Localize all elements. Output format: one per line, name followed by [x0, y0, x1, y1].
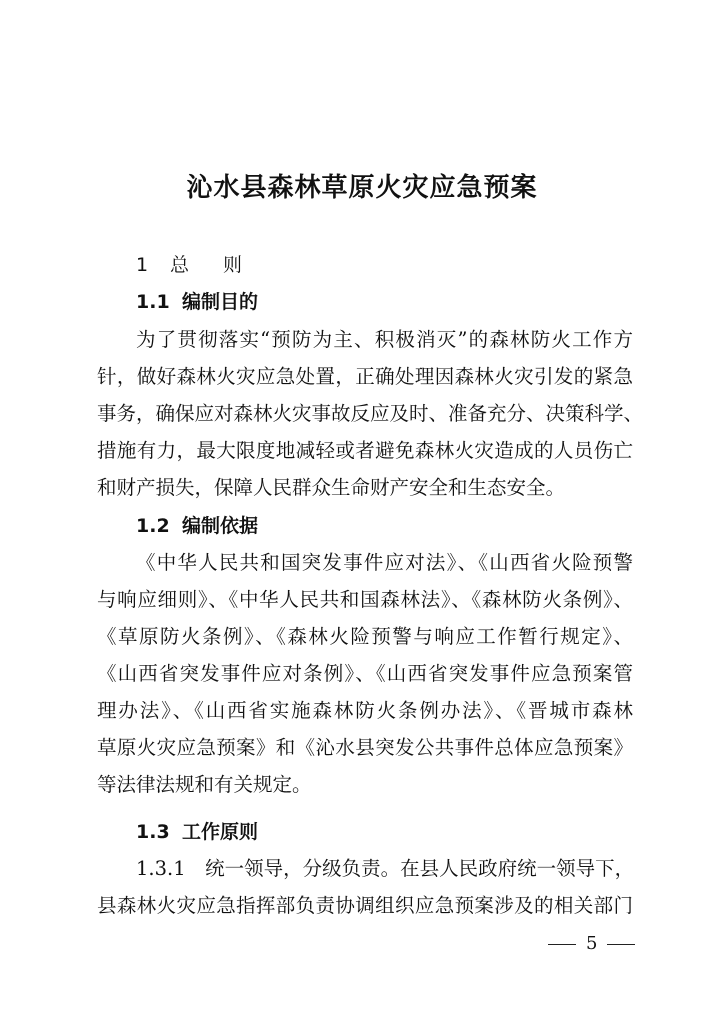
- paragraph-line: 事务，确保应对森林火灾事故反应及时、准备充分、决策科学、: [97, 402, 644, 425]
- section-title: 工作原则: [182, 821, 259, 843]
- section-1-2-heading: [136, 512, 258, 540]
- footer-dash-right: [607, 944, 635, 945]
- page-footer: [548, 930, 635, 958]
- paragraph-line: 《中华人民共和国突发事件应对法》、《山西省火险预警: [136, 551, 633, 574]
- section-number: 1.1: [136, 291, 170, 313]
- paragraph-line: 等法律法规和有关规定。: [97, 773, 312, 796]
- section-1-3-heading: [136, 818, 258, 846]
- section-number: 1.2: [136, 515, 170, 537]
- paragraph-line: 县森林火灾应急指挥部负责协调组织应急预案涉及的相关部门: [97, 894, 633, 917]
- paragraph-line: 为了贯彻落实“预防为主、积极消灭”的森林防火工作方: [136, 328, 633, 351]
- section-title: 编制目的: [182, 291, 259, 313]
- paragraph-line: 1.3.1 统一领导，分级负责。在县人民政府统一领导下，: [136, 857, 635, 880]
- paragraph-line: 草原火灾应急预案》和《沁水县突发公共事件总体应急预案》: [97, 736, 633, 759]
- paragraph-line: 措施有力，最大限度地减轻或者避免森林火灾造成的人员伤亡: [97, 439, 633, 462]
- section-title: 编制依据: [182, 515, 259, 537]
- footer-dash-left: [548, 944, 576, 945]
- section-1-heading: [136, 251, 256, 279]
- section-title: 总 则: [170, 254, 257, 276]
- paragraph-line: 理办法》、《山西省实施森林防火条例办法》、《晋城市森林: [97, 699, 633, 722]
- section-number: 1: [136, 254, 149, 276]
- paragraph-line: 《草原防火条例》、《森林火险预警与响应工作暂行规定》、: [97, 625, 633, 648]
- paragraph-line: 和财产损失，保障人民群众生命财产安全和生态安全。: [97, 476, 566, 499]
- page-number: 5: [586, 933, 598, 954]
- paragraph-line: 《山西省突发事件应对条例》、《山西省突发事件应急预案管: [97, 662, 633, 685]
- paragraph-line: 与响应细则》、《中华人民共和国森林法》、《森林防火条例》、: [97, 588, 633, 611]
- section-number: 1.3: [136, 821, 170, 843]
- document-title: 沁水县森林草原火灾应急预案: [186, 173, 538, 203]
- paragraph-line: 针，做好森林火灾应急处置，正确处理因森林火灾引发的紧急: [97, 365, 633, 388]
- section-1-1-heading: [136, 288, 258, 316]
